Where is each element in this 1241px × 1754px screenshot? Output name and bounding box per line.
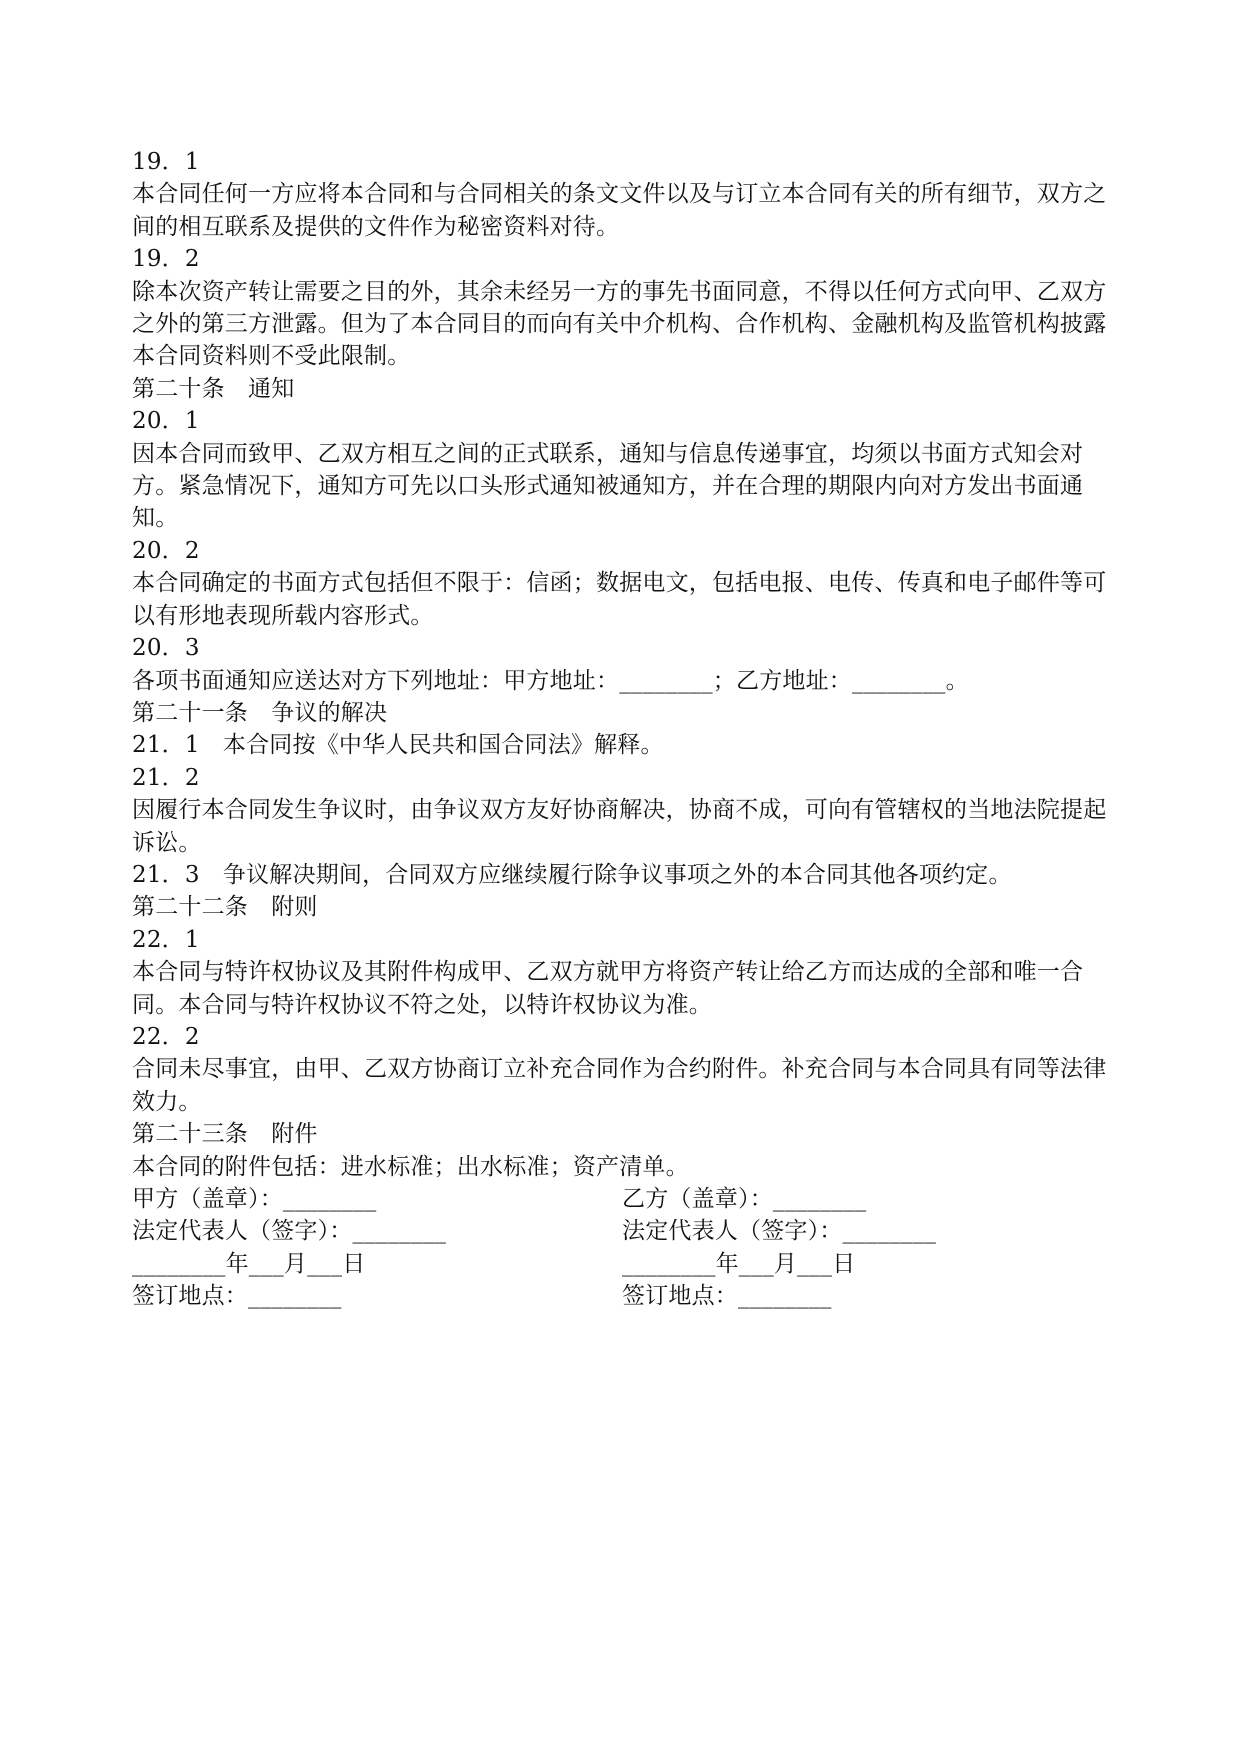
section-number: 19．1 bbox=[132, 149, 200, 175]
section-number: 19．2 bbox=[132, 246, 200, 273]
section-number: 22．2 bbox=[132, 1023, 200, 1050]
paragraph: 除本次资产转让需要之目的外，其余未经另一方的事先书面同意，不得以任何方式向甲、乙双方之外的第三方泄露。但为了本合同目的而向有关中介机构、合作机构、金融机构及监管机构披露本合同资料则不受此限制。 bbox=[132, 278, 1107, 370]
party-b-seal-field: 乙方（盖章）：________ bbox=[622, 1186, 867, 1212]
section-number: 22．1 bbox=[132, 926, 200, 953]
document-body bbox=[132, 146, 1112, 1313]
paragraph: 21．1 本合同按《中华人民共和国合同法》解释。 bbox=[132, 732, 664, 759]
party-a-representative-field: 法定代表人（签字）：________ bbox=[132, 1218, 447, 1245]
paragraph: 本合同的附件包括：进水标准；出水标准；资产清单。 bbox=[132, 1153, 689, 1180]
paragraph: 因本合同而致甲、乙双方相互之间的正式联系，通知与信息传递事宜，均须以书面方式知会对方。紧急情况下，通知方可先以口头形式通知被通知方，并在合理的期限内向对方发出书面通知。 bbox=[132, 440, 1084, 532]
article-heading: 第二十一条 争议的解决 bbox=[132, 699, 388, 726]
article-heading: 第二十三条 附件 bbox=[132, 1121, 318, 1148]
paragraph: 本合同确定的书面方式包括但不限于：信函；数据电文，包括电报、电传、传真和电子邮件等可以有形地表现所载内容形式。 bbox=[132, 570, 1107, 629]
section-number: 20．1 bbox=[132, 408, 200, 435]
party-a-location-field: 签订地点：________ bbox=[132, 1283, 342, 1310]
party-a-seal-field: 甲方（盖章）：________ bbox=[132, 1186, 377, 1212]
party-b-date-field: ________年___月___日 bbox=[622, 1250, 856, 1277]
section-number: 21．2 bbox=[132, 764, 200, 791]
signature-row-representative bbox=[132, 1215, 1112, 1247]
party-b-location-field: 签订地点：________ bbox=[622, 1283, 832, 1310]
signature-block bbox=[132, 1183, 1112, 1313]
paragraph: 21．3 争议解决期间，合同双方应继续履行除争议事项之外的本合同其他各项约定。 bbox=[132, 861, 1012, 888]
signature-row-location bbox=[132, 1280, 1112, 1312]
paragraph: 因履行本合同发生争议时，由争议双方友好协商解决，协商不成，可向有管辖权的当地法院提起诉讼。 bbox=[132, 797, 1107, 856]
article-heading: 第二十条 通知 bbox=[132, 375, 295, 402]
paragraph: 本合同任何一方应将本合同和与合同相关的条文文件以及与订立本合同有关的所有细节，双方之间的相互联系及提供的文件作为秘密资料对待。 bbox=[132, 181, 1107, 240]
paragraph: 合同未尽事宜，由甲、乙双方协商订立补充合同作为合约附件。补充合同与本合同具有同等法律效力。 bbox=[132, 1056, 1107, 1115]
party-b-representative-field: 法定代表人（签字）：________ bbox=[622, 1218, 937, 1245]
section-number: 20．2 bbox=[132, 537, 200, 564]
paragraph: 各项书面通知应送达对方下列地址：甲方地址：________；乙方地址：________。 bbox=[132, 667, 969, 694]
paragraph: 本合同与特许权协议及其附件构成甲、乙双方就甲方将资产转让给乙方而达成的全部和唯一合同。本合同与特许权协议不符之处，以特许权协议为准。 bbox=[132, 959, 1084, 1018]
section-number: 20．3 bbox=[132, 635, 200, 662]
signature-row-seal bbox=[132, 1183, 1112, 1215]
party-a-date-field: ________年___月___日 bbox=[132, 1250, 366, 1277]
signature-row-date bbox=[132, 1248, 1112, 1280]
article-heading: 第二十二条 附则 bbox=[132, 894, 318, 921]
